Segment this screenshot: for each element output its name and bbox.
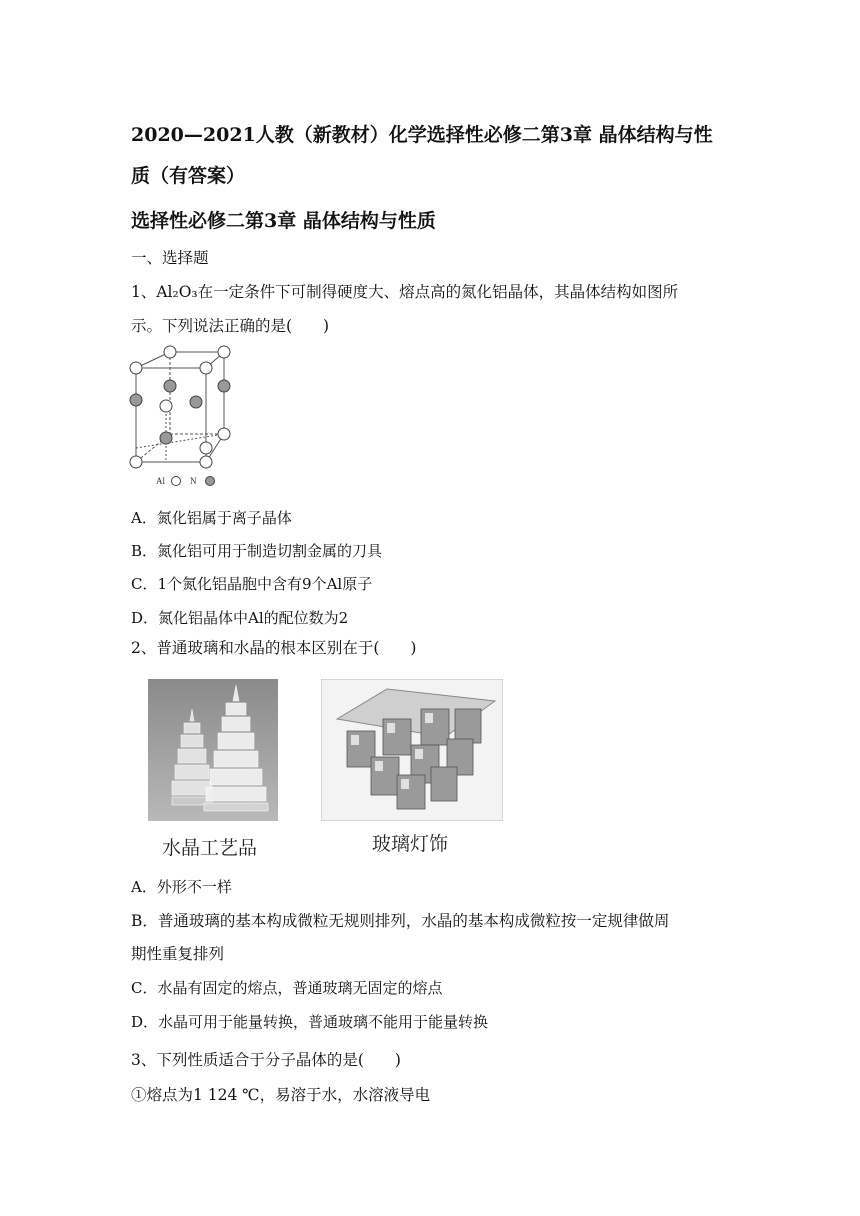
q2-option-b-line2: 期性重复排列 (131, 945, 225, 963)
doc-title-line2: 质（有答案） (131, 165, 246, 187)
legend-al-label: Al (156, 476, 165, 486)
q2-option-c: C．水晶有固定的熔点，普通玻璃无固定的熔点 (131, 979, 443, 997)
caption-crystal-crafts: 水晶工艺品 (162, 837, 258, 859)
section-heading: 一、选择题 (131, 249, 209, 267)
q2-stem: 2、普通玻璃和水晶的根本区别在于( ) (131, 639, 417, 657)
q1-stem-line2: 示。下列说法正确的是( ) (131, 317, 330, 335)
q2-option-d: D．水晶可用于能量转换，普通玻璃不能用于能量转换 (131, 1013, 489, 1031)
q1-option-d: D．氮化铝晶体中Al的配位数为2 (131, 609, 349, 627)
q1-option-b: B．氮化铝可用于制造切割金属的刀具 (131, 542, 383, 560)
caption-glass-lamp: 玻璃灯饰 (372, 833, 449, 855)
q1-option-a: A．氮化铝属于离子晶体 (131, 509, 292, 527)
q1-option-c: C．1个氮化铝晶胞中含有9个Al原子 (131, 575, 373, 593)
doc-title-line1: 2020—2021人教（新教材）化学选择性必修二第3章 晶体结构与性 (131, 124, 713, 146)
doc-subtitle: 选择性必修二第3章 晶体结构与性质 (131, 210, 436, 232)
glass-chandelier-photo (321, 679, 503, 821)
q2-option-a: A．外形不一样 (131, 878, 232, 896)
legend-n-label: N (190, 476, 197, 486)
q2-option-b-line1: B．普通玻璃的基本构成微粒无规则排列，水晶的基本构成微粒按一定规律做周 (131, 912, 670, 930)
q1-stem-line1: 1、Al₂O₃在一定条件下可制得硬度大、熔点高的氮化铝晶体，其晶体结构如图所 (131, 283, 679, 301)
aln-crystal-structure-figure (126, 342, 246, 490)
crystal-pagoda-photo (148, 679, 278, 821)
legend-al-marker (172, 477, 181, 486)
q3-stem: 3、下列性质适合于分子晶体的是( ) (131, 1051, 401, 1069)
q3-item-1: ①熔点为1 124 ℃，易溶于水，水溶液导电 (131, 1086, 431, 1104)
legend-n-marker (206, 477, 215, 486)
